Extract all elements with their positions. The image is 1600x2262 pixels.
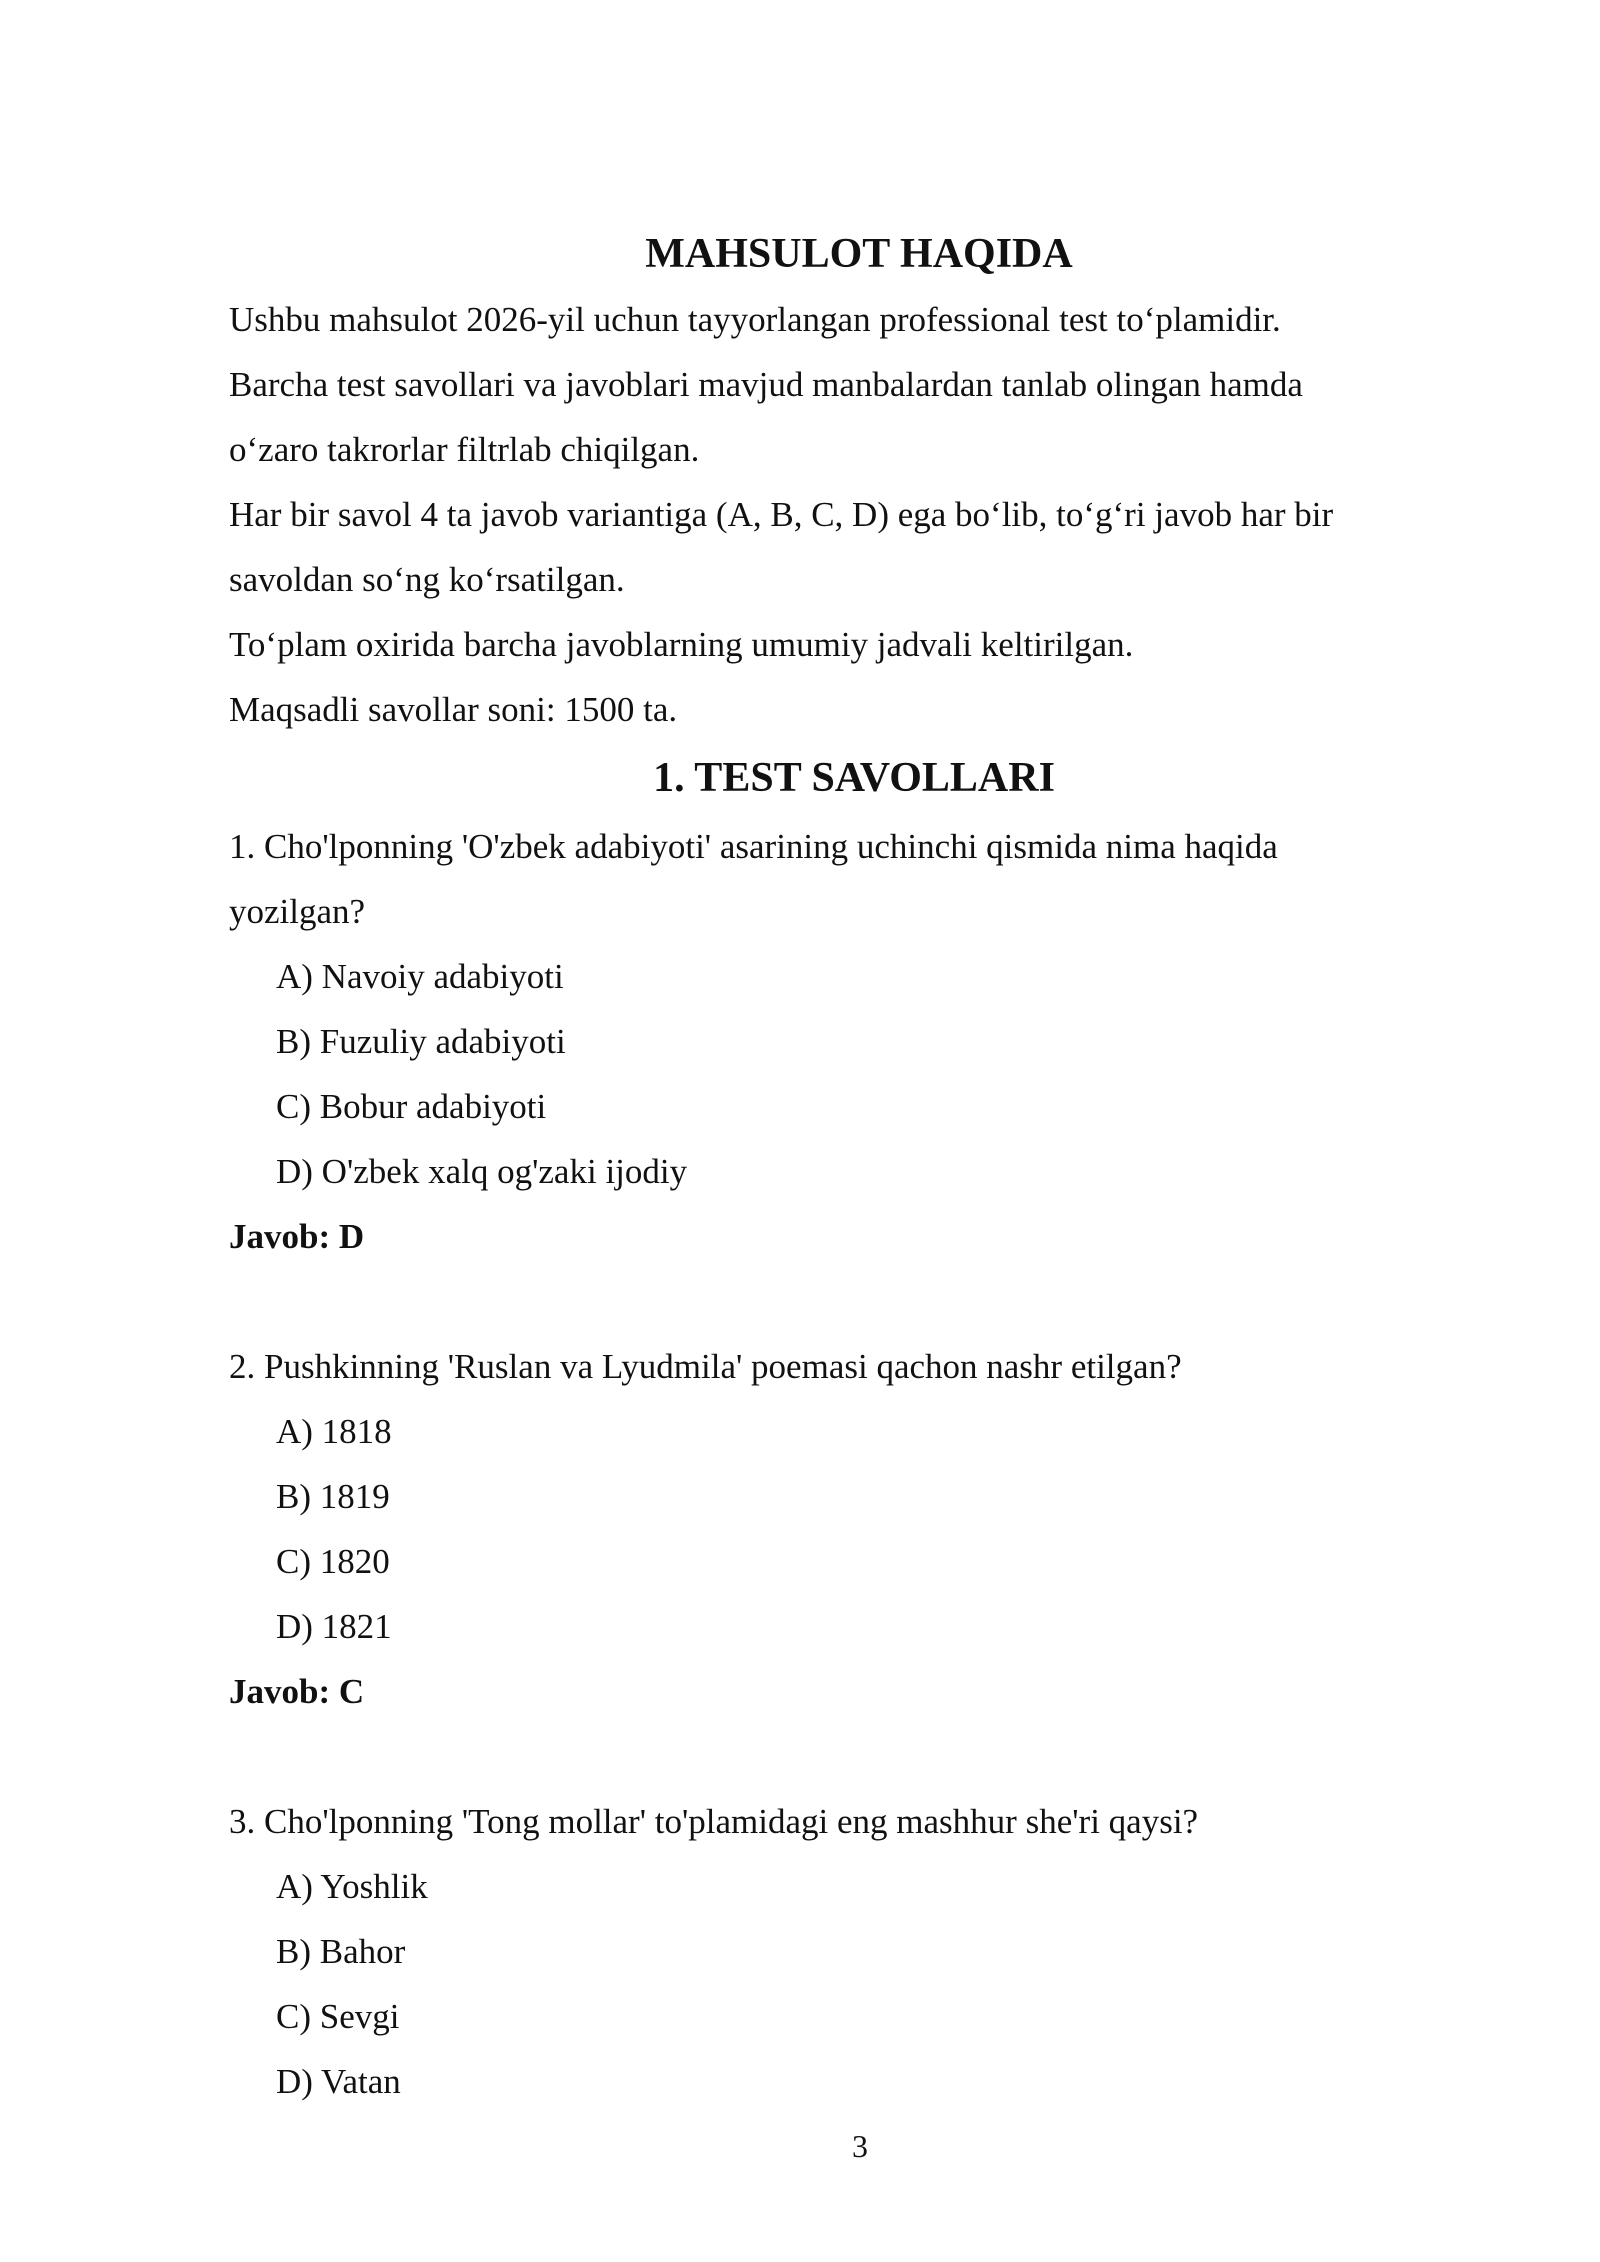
question-text: 1. Cho'lponning 'O'zbek adabiyoti' asarining uchinchi qismida nima haqida	[229, 827, 1278, 866]
question-block	[229, 1334, 1429, 1724]
answer-option: D) 1821	[276, 1607, 392, 1646]
answer-option: B) 1819	[276, 1477, 390, 1516]
intro-line: Barcha test savollari va javoblari mavjud manbalardan tanlab olingan hamda	[229, 365, 1303, 404]
spacer	[229, 1724, 1429, 1789]
document-page	[229, 222, 1429, 2114]
intro-line: Ushbu mahsulot 2026-yil uchun tayyorlangan professional test to‘plamidir.	[229, 300, 1281, 339]
intro-line: Maqsadli savollar soni: 1500 ta.	[229, 690, 678, 729]
answer-option: A) 1818	[276, 1412, 392, 1451]
intro-line: Har bir savol 4 ta javob variantiga (A, B, C, D) ega bo‘lib, to‘g‘ri javob har bir	[229, 495, 1334, 534]
answer-option: C) 1820	[276, 1542, 390, 1581]
question-block	[229, 1789, 1429, 2114]
spacer	[229, 1269, 1429, 1334]
answer-option: A) Navoiy adabiyoti	[276, 957, 564, 996]
intro-line: To‘plam oxirida barcha javoblarning umumiy jadvali keltirilgan.	[229, 625, 1134, 664]
answer-option: D) O'zbek xalq og'zaki ijodiy	[276, 1152, 688, 1191]
question-text: 3. Cho'lponning 'Tong mollar' to'plamidagi eng mashhur she'ri qaysi?	[229, 1802, 1199, 1841]
answer-option: B) Fuzuliy adabiyoti	[276, 1022, 566, 1061]
answer-option: B) Bahor	[276, 1932, 406, 1971]
question-block	[229, 814, 1429, 1269]
section-title: 1. TEST SAVOLLARI	[653, 755, 1055, 801]
intro-text	[229, 287, 1429, 742]
answer-option: C) Sevgi	[276, 1997, 400, 2036]
intro-line: o‘zaro takrorlar filtrlab chiqilgan.	[229, 430, 700, 469]
intro-title: MAHSULOT HAQIDA	[645, 231, 1073, 277]
intro-line: savoldan so‘ng ko‘rsatilgan.	[229, 560, 625, 599]
correct-answer: Javob: C	[229, 1672, 365, 1711]
question-text: yozilgan?	[229, 892, 366, 931]
answer-option: C) Bobur adabiyoti	[276, 1087, 547, 1126]
page-number: 3	[852, 2128, 868, 2164]
correct-answer: Javob: D	[229, 1217, 365, 1256]
question-text: 2. Pushkinning 'Ruslan va Lyudmila' poemasi qachon nashr etilgan?	[229, 1347, 1182, 1386]
answer-option: D) Vatan	[276, 2062, 401, 2101]
answer-option: A) Yoshlik	[276, 1867, 428, 1906]
